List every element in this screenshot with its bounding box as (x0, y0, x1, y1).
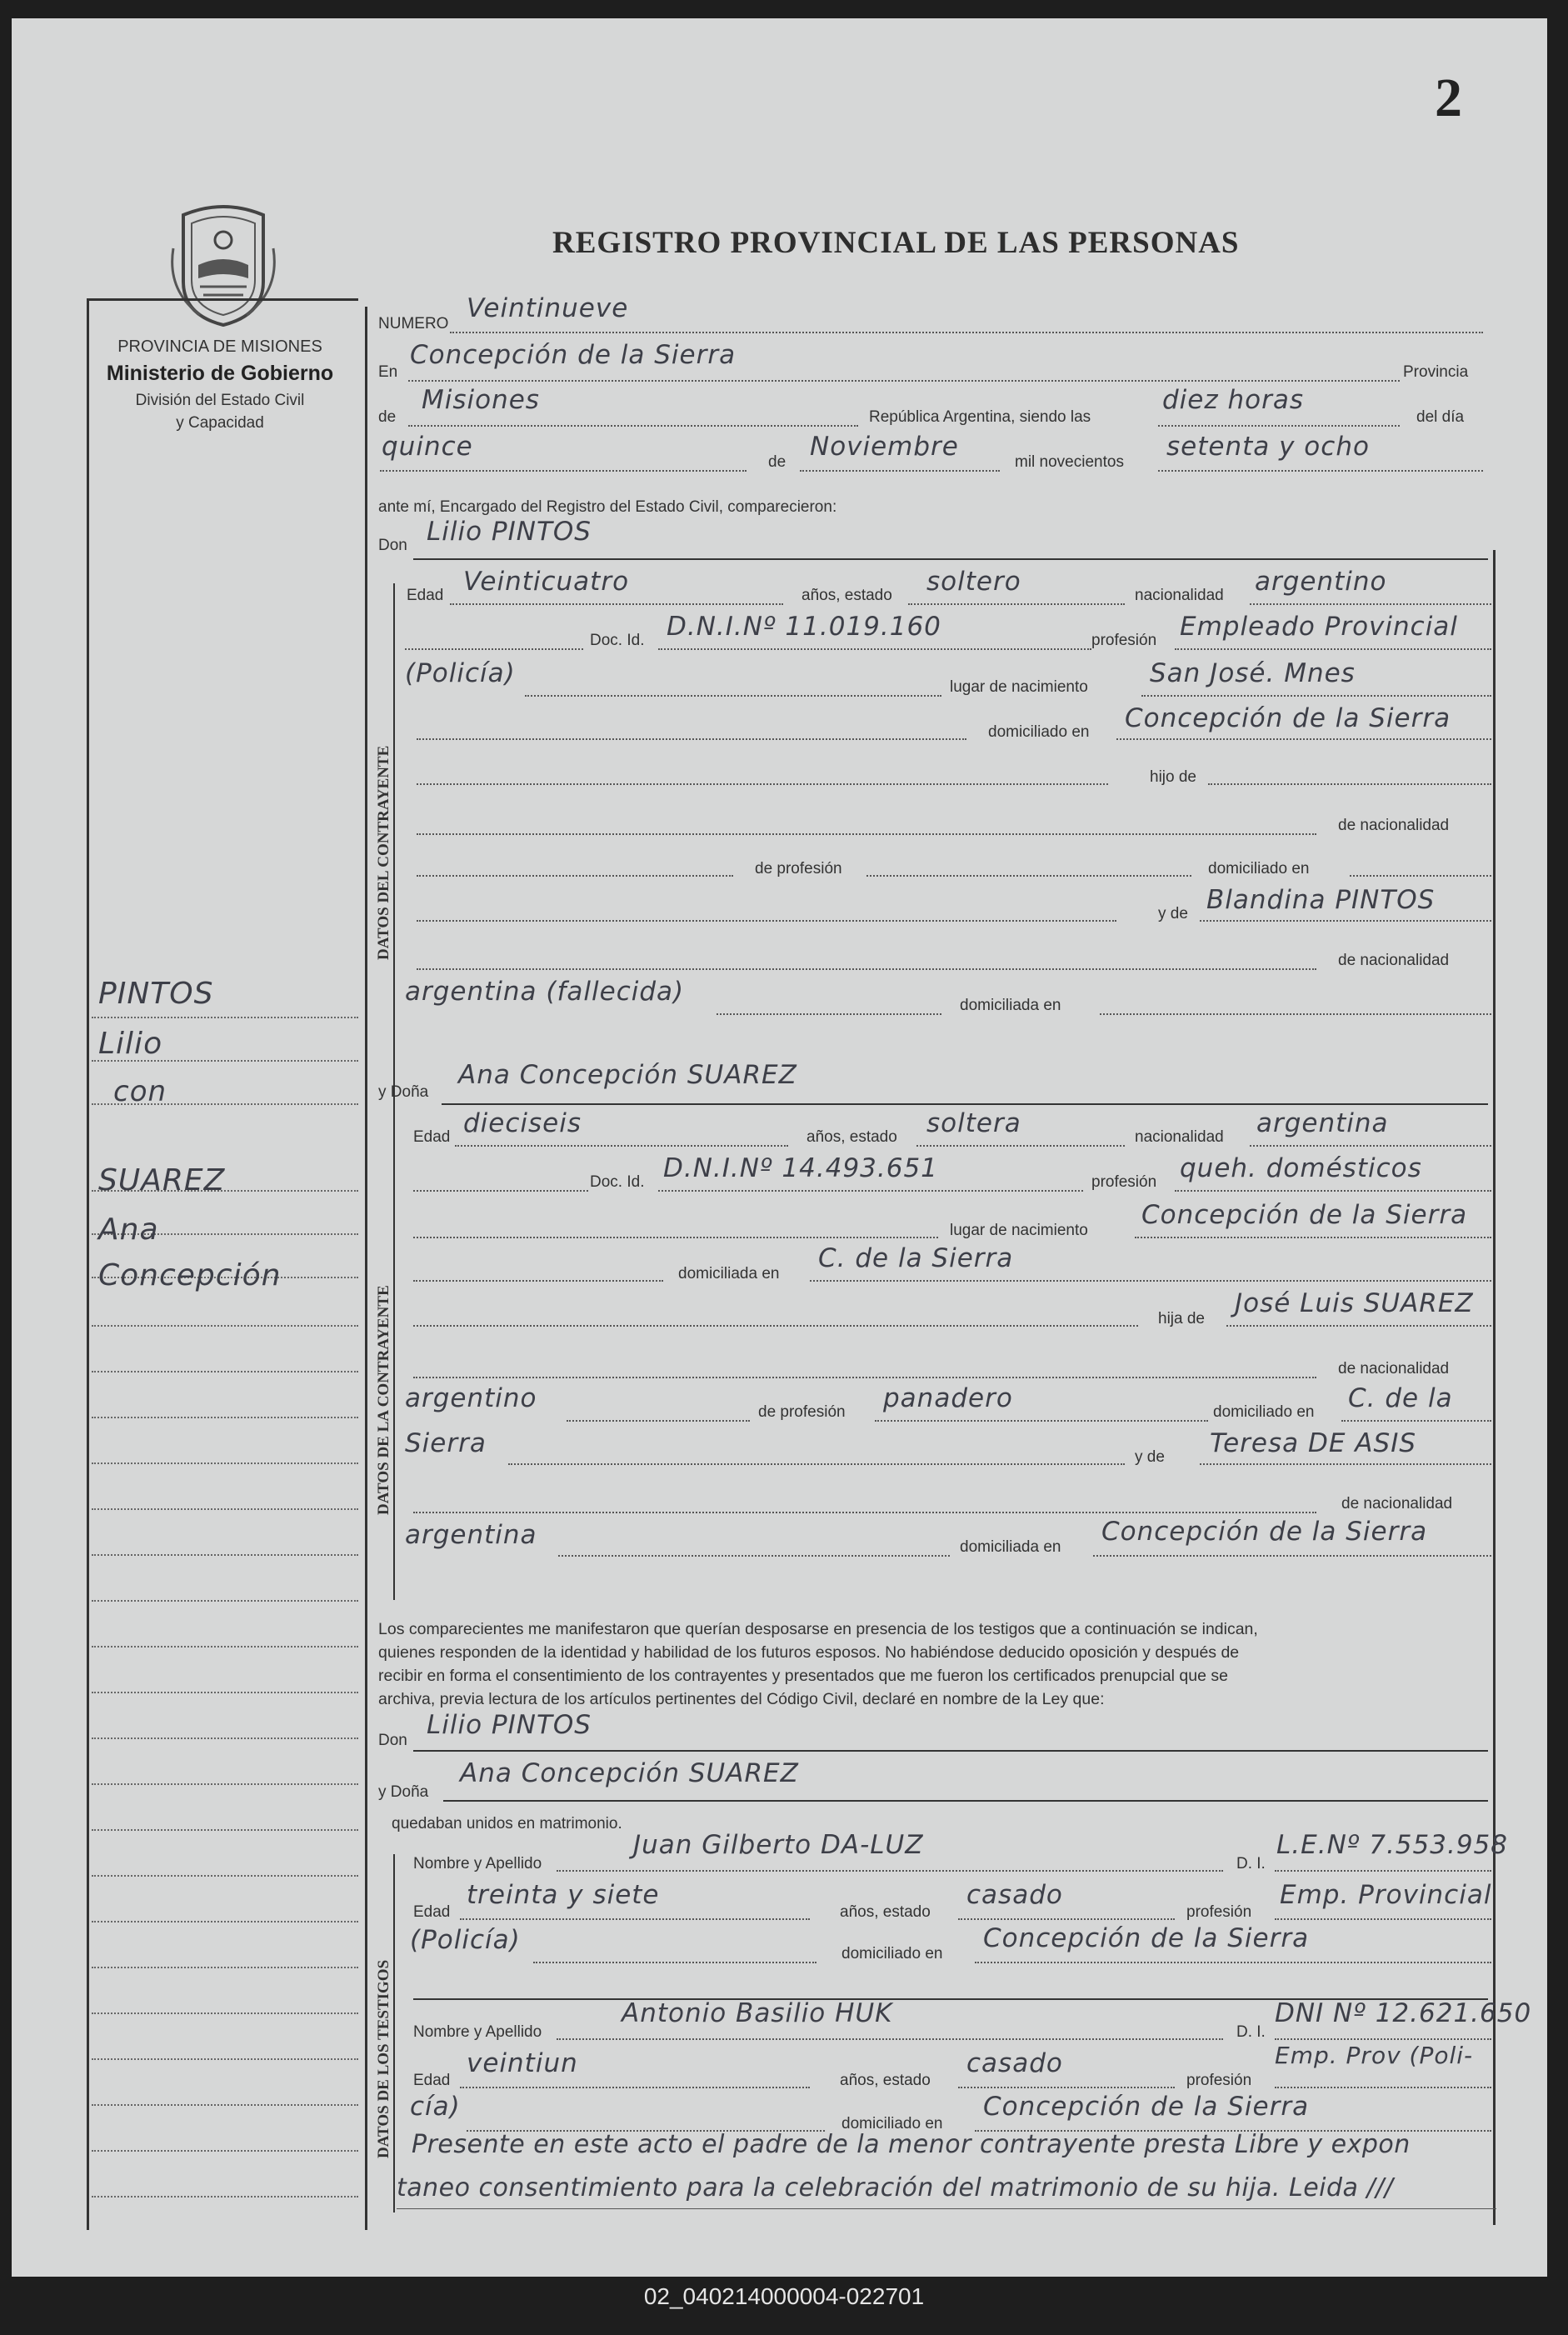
bride-nacionalidad: argentina (1256, 1108, 1389, 1138)
label-anos-estado-w2: años, estado (840, 2072, 931, 2089)
label-domiciliado-w1: domiciliado en (841, 1945, 943, 1962)
witness2-name: Antonio Basilio HUK (622, 1998, 893, 2028)
label-de-profesion: de profesión (755, 860, 842, 878)
label-y-dona-union: y Doña (378, 1783, 429, 1801)
bride-madre-dom: Concepción de la Sierra (1101, 1517, 1428, 1547)
label-quedaban: quedaban unidos en matrimonio. (392, 1815, 622, 1832)
label-y-de: y de (1158, 905, 1188, 922)
witness1-di: L.E.Nº 7.553.958 (1276, 1830, 1508, 1860)
label-edad: Edad (407, 587, 444, 604)
groom-lugar-nac: San José. Mnes (1150, 658, 1356, 688)
act-dia: quince (382, 432, 473, 462)
groom-estado: soltero (926, 567, 1021, 597)
groom-name: Lilio PINTOS (427, 517, 592, 547)
label-di-2: D. I. (1236, 2023, 1266, 2041)
act-mes: Noviembre (810, 432, 959, 462)
witness1-estado: casado (966, 1880, 1063, 1910)
witness1-edad: treinta y siete (467, 1880, 660, 1910)
witness2-profesion-cont: cía) (410, 2092, 461, 2122)
label-hijo-de: hijo de (1150, 768, 1196, 786)
document-title: REGISTRO PROVINCIAL DE LAS PERSONAS (552, 226, 1240, 260)
side-label-testigos: DATOS DE LOS TESTIGOS (375, 1959, 392, 2158)
bride-profesion: queh. domésticos (1180, 1153, 1422, 1183)
bride-domicilio: C. de la Sierra (818, 1243, 1014, 1273)
label-domiciliado-padre: domiciliado en (1208, 860, 1310, 878)
witness2-profesion: Emp. Prov (Poli- (1275, 2042, 1474, 2069)
paragraph-line-4: archiva, previa lectura de los artículos pertinentes del Código Civil, declaré en nombre de la Ley que: (378, 1690, 1105, 1708)
header-ministry: Ministerio de Gobierno (106, 362, 334, 385)
margin-note-surname: PINTOS (98, 977, 214, 1011)
margin-note-name-2: Ana (98, 1212, 159, 1247)
label-domiciliado-w2: domiciliado en (841, 2115, 943, 2132)
witness2-estado: casado (966, 2048, 1063, 2078)
groom-domicilio: Concepción de la Sierra (1125, 703, 1451, 733)
label-don: Don (378, 537, 407, 554)
bride-madre: Teresa DE ASIS (1210, 1428, 1417, 1458)
groom-edad: Veinticuatro (463, 567, 630, 597)
label-nombre-apellido-2: Nombre y Apellido (413, 2023, 542, 2041)
province-seal-icon (167, 198, 280, 328)
frame-top-left (87, 298, 358, 301)
label-provincia: Provincia (1403, 363, 1469, 381)
record-page (12, 18, 1547, 2277)
label-nombre-apellido-1: Nombre y Apellido (413, 1855, 542, 1872)
label-hija-de: hija de (1158, 1310, 1205, 1328)
act-hora: diez horas (1162, 385, 1304, 415)
label-edad-w2: Edad (413, 2072, 451, 2089)
label-ante-mi: ante mí, Encargado del Registro del Estado Civil, comparecieron: (378, 498, 837, 516)
act-lugar: Concepción de la Sierra (410, 340, 737, 370)
section-bar-2 (393, 1117, 395, 1600)
label-profesion: profesión (1091, 632, 1157, 649)
footer-filename: 02_040214000004-022701 (643, 2283, 925, 2309)
label-profesion-bride: profesión (1091, 1173, 1157, 1191)
groom-doc: D.N.I.Nº 11.019.160 (667, 612, 941, 642)
bride-padre-dom: C. de la (1348, 1383, 1453, 1413)
label-mil: mil novecientos (1015, 453, 1124, 471)
witness2-domicilio: Concepción de la Sierra (983, 2092, 1310, 2122)
witness1-domicilio: Concepción de la Sierra (983, 1923, 1310, 1953)
witness1-profesion: Emp. Provincial (1280, 1880, 1492, 1910)
union-dona: Ana Concepción SUAREZ (460, 1758, 799, 1788)
witness1-name: Juan Gilberto DA-LUZ (633, 1830, 924, 1860)
label-numero: NUMERO (378, 315, 449, 332)
bride-padre-prof: panadero (883, 1383, 1013, 1413)
groom-profesion: Empleado Provincial (1180, 612, 1458, 642)
label-domiciliado-padre-bride: domiciliado en (1213, 1403, 1315, 1421)
label-doc-id-bride: Doc. Id. (590, 1173, 645, 1191)
margin-note-surname-2: SUAREZ (98, 1163, 226, 1198)
act-numero: Veintinueve (467, 293, 629, 323)
label-lugar-nac-bride: lugar de nacimiento (950, 1222, 1088, 1239)
label-y-dona: y Doña (378, 1083, 429, 1101)
label-anos-estado-bride: años, estado (806, 1128, 897, 1146)
margin-note-name: Lilio (98, 1027, 163, 1061)
frame-right (1493, 550, 1496, 2225)
label-nacionalidad-bride: nacionalidad (1135, 1128, 1224, 1146)
label-del-dia: del día (1416, 408, 1465, 426)
bride-name: Ana Concepción SUAREZ (458, 1060, 797, 1090)
label-lugar-nac: lugar de nacimiento (950, 678, 1088, 696)
label-edad-w1: Edad (413, 1903, 451, 1921)
label-y-de-bride: y de (1135, 1448, 1165, 1466)
label-domiciliada-bride: domiciliada en (678, 1265, 780, 1282)
union-don: Lilio PINTOS (427, 1710, 592, 1740)
groom-madre-nac: argentina (fallecida) (405, 977, 685, 1007)
bride-madre-nac: argentina (405, 1520, 537, 1550)
frame-middle (365, 307, 367, 2230)
header-division-2: y Capacidad (176, 414, 264, 432)
page-number: 2 (1435, 68, 1462, 128)
paragraph-line-2: quienes responden de la identidad y habilidad de los futuros esposos. No habiéndose deducido oposición y después de (378, 1643, 1240, 1662)
bride-padre: José Luis SUAREZ (1235, 1288, 1474, 1318)
label-nacionalidad: nacionalidad (1135, 587, 1224, 604)
header-division: División del Estado Civil (135, 392, 305, 409)
label-de-nacionalidad-madre-bride: de nacionalidad (1341, 1495, 1453, 1512)
witness2-di: DNI Nº 12.621.650 (1275, 1998, 1532, 2028)
label-de-nacionalidad-madre: de nacionalidad (1338, 952, 1450, 969)
side-label-contrayenta: DATOS DE LA CONTRAYENTE (375, 1285, 392, 1515)
groom-nacionalidad: argentino (1255, 567, 1387, 597)
act-anio: setenta y ocho (1166, 432, 1370, 462)
label-de-nacionalidad: de nacionalidad (1338, 817, 1450, 834)
side-label-contrayente: DATOS DEL CONTRAYENTE (375, 745, 392, 960)
label-profesion-w1: profesión (1186, 1903, 1252, 1921)
bride-estado: soltera (926, 1108, 1021, 1138)
label-de-2: de (768, 453, 786, 471)
bride-padre-nac: argentino (405, 1383, 537, 1413)
bride-doc: D.N.I.Nº 14.493.651 (663, 1153, 938, 1183)
frame-left (87, 298, 89, 2230)
label-de-nacionalidad-padre: de nacionalidad (1338, 1360, 1450, 1378)
consent-note-line-1: Presente en este acto el padre de la menor contrayente presta Libre y expon (412, 2130, 1411, 2159)
label-anos-estado: años, estado (801, 587, 892, 604)
label-de: de (378, 408, 397, 426)
label-don-union: Don (378, 1732, 407, 1749)
section-bar-3 (393, 1854, 395, 2212)
label-profesion-w2: profesión (1186, 2072, 1252, 2089)
bride-edad: dieciseis (463, 1108, 582, 1138)
bride-padre-dom-cont: Sierra (405, 1428, 487, 1458)
header-province: PROVINCIA DE MISIONES (117, 338, 322, 356)
label-anos-estado-w1: años, estado (840, 1903, 931, 1921)
label-republica: República Argentina, siendo las (869, 408, 1091, 426)
label-de-profesion-padre: de profesión (758, 1403, 846, 1421)
margin-note-name-3: Concepción (98, 1258, 282, 1292)
consent-note-line-2: taneo consentimiento para la celebración del matrimonio de su hija. Leida /// (397, 2173, 1394, 2202)
act-provincia: Misiones (422, 385, 540, 415)
paragraph-line-3: recibir en forma el consentimiento de los contrayentes y presentados que me fueron los certificados prenupcial que se (378, 1667, 1228, 1685)
witness2-edad: veintiun (467, 2048, 578, 2078)
label-di-1: D. I. (1236, 1855, 1266, 1872)
groom-profesion-cont: (Policía) (405, 658, 516, 688)
witness1-profesion-cont: (Policía) (410, 1925, 521, 1955)
bride-lugar-nac: Concepción de la Sierra (1141, 1200, 1468, 1230)
paragraph-line-1: Los comparecientes me manifestaron que querían desposarse en presencia de los testigos que a continuación se indican, (378, 1620, 1258, 1638)
label-doc-id: Doc. Id. (590, 632, 645, 649)
label-domiciliada: domiciliada en (960, 997, 1061, 1014)
groom-madre: Blandina PINTOS (1206, 885, 1436, 915)
label-domiciliado: domiciliado en (988, 723, 1090, 741)
label-edad-bride: Edad (413, 1128, 451, 1146)
margin-note-con: con (113, 1075, 167, 1108)
label-domiciliada-madre: domiciliada en (960, 1538, 1061, 1556)
label-en: En (378, 363, 398, 381)
